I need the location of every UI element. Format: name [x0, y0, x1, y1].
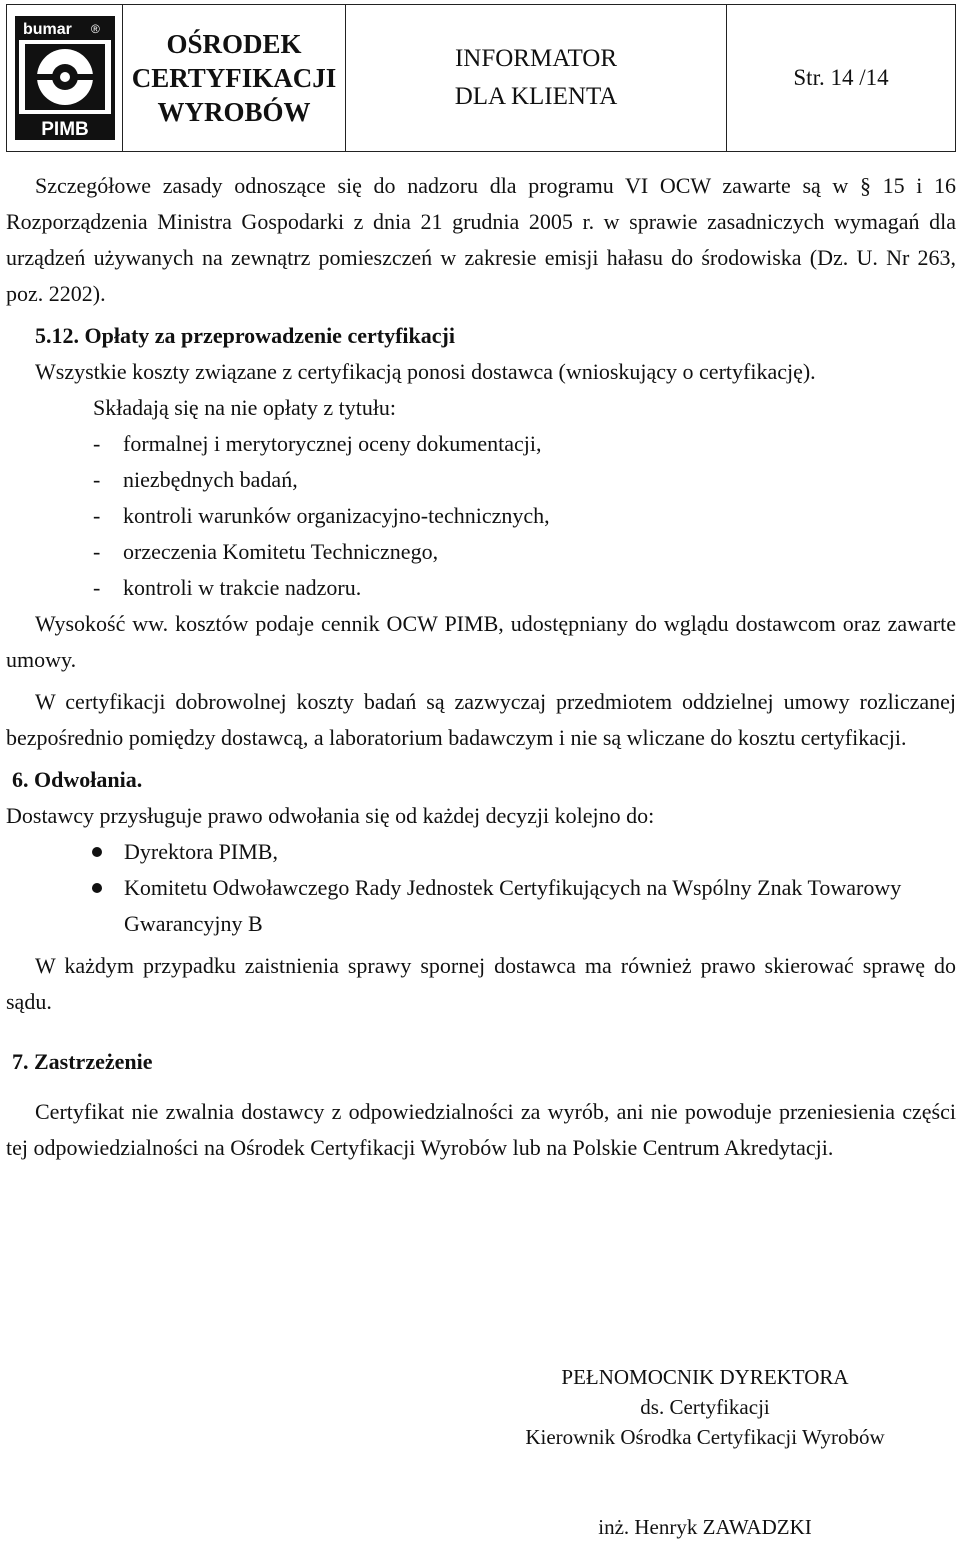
list-item: - formalnej i merytorycznej oceny dokumentacji,: [93, 431, 542, 456]
list-item: - orzeczenia Komitetu Technicznego,: [93, 539, 439, 564]
paragraph-voluntary: W certyfikacji dobrowolnej koszty badań są zazwyczaj przedmiotem oddzielnej umowy rozliczanej bezpośrednio pomiędzy dostawcą, a laboratorium badawczym i nie są wliczane do kosztu certyfikacji.: [6, 689, 956, 750]
ocw-line-1: OŚRODEK: [166, 29, 302, 59]
informator-cell: [346, 5, 727, 152]
signature-title: Kierownik Ośrodka Certyfikacji Wyrobów: [525, 1425, 885, 1449]
svg-text:bumar: bumar: [22, 21, 72, 38]
list-item: Komitetu Odwoławczego Rady Jednostek Certyfikujących na Wspólny Znak Towarowy Gwarancyjny B: [6, 870, 956, 942]
svg-text:®: ®: [90, 22, 100, 36]
pimb-logo-icon: [15, 16, 115, 140]
page-number: Str. 14 /14: [727, 5, 956, 152]
list-item: - niezbędnych badań,: [93, 467, 298, 492]
bullet-icon: [92, 883, 102, 893]
svg-text:PIMB: PIMB: [40, 119, 89, 140]
list-item: Dyrektora PIMB,: [6, 834, 956, 870]
paragraph-court: W każdym przypadku zaistnienia sprawy spornej dostawca ma również prawo skierować sprawę do sądu.: [6, 953, 956, 1014]
signature-dept: ds. Certyfikacji: [640, 1395, 770, 1419]
document-header: [6, 4, 956, 152]
ocw-line-3: WYROBÓW: [157, 97, 311, 127]
informator-line-2: DLA KLIENTA: [454, 83, 618, 110]
list-item: - kontroli w trakcie nadzoru.: [93, 575, 362, 600]
bullet-icon: [92, 847, 102, 857]
document-body: [6, 168, 956, 1166]
informator-line-1: INFORMATOR: [454, 45, 618, 72]
pimb-logo: [15, 16, 115, 140]
paragraph-disclaimer: Certyfikat nie zwalnia dostawcy z odpowiedzialności za wyrób, ani nie powoduje przeniesienia części tej odpowiedzialności na Ośrodek Certyfikacji Wyrobów lub na Polskie Centrum Akredytacji.: [6, 1099, 956, 1160]
appeals-list: [6, 834, 956, 942]
signature-block: [480, 1362, 930, 1452]
signature-name: inż. Henryk ZAWADZKI: [598, 1515, 812, 1539]
fees-list: [6, 426, 956, 606]
logo-cell: [7, 5, 123, 152]
paragraph-costs: Wszystkie koszty związane z certyfikacją ponosi dostawca (wnioskujący o certyfikację).: [35, 359, 816, 384]
section-512-title: 5.12. Opłaty za przeprowadzenie certyfikacji: [35, 323, 455, 348]
ocw-cell: [123, 5, 346, 152]
section-6-title: 6. Odwołania.: [12, 767, 143, 792]
section-7-title: 7. Zastrzeżenie: [12, 1049, 153, 1074]
list-item: - kontroli warunków organizacyjno-technicznych,: [93, 503, 550, 528]
appeals-intro: Dostawcy przysługuje prawo odwołania się od każdej decyzji kolejno do:: [6, 803, 655, 828]
paragraph-pricelist: Wysokość ww. kosztów podaje cennik OCW PIMB, udostępniany do wglądu dostawcom oraz zawarte umowy.: [6, 611, 956, 672]
paragraph-supervision: Szczegółowe zasady odnoszące się do nadzoru dla programu VI OCW zawarte są w § 15 i 16 Rozporządzenia Ministra Gospodarki z dnia 21 grudnia 2005 r. w sprawie zasadniczych wymagań dla urządzeń używanych na zewnątrz pomieszczeń w zakresie emisji hałasu do środowiska (Dz. U. Nr 263, poz. 2202).: [6, 173, 956, 306]
fees-list-intro: Składają się na nie opłaty z tytułu:: [93, 395, 397, 420]
ocw-line-2: CERTYFIKACJI: [131, 63, 337, 93]
signature-role: PEŁNOMOCNIK DYREKTORA: [561, 1365, 849, 1389]
